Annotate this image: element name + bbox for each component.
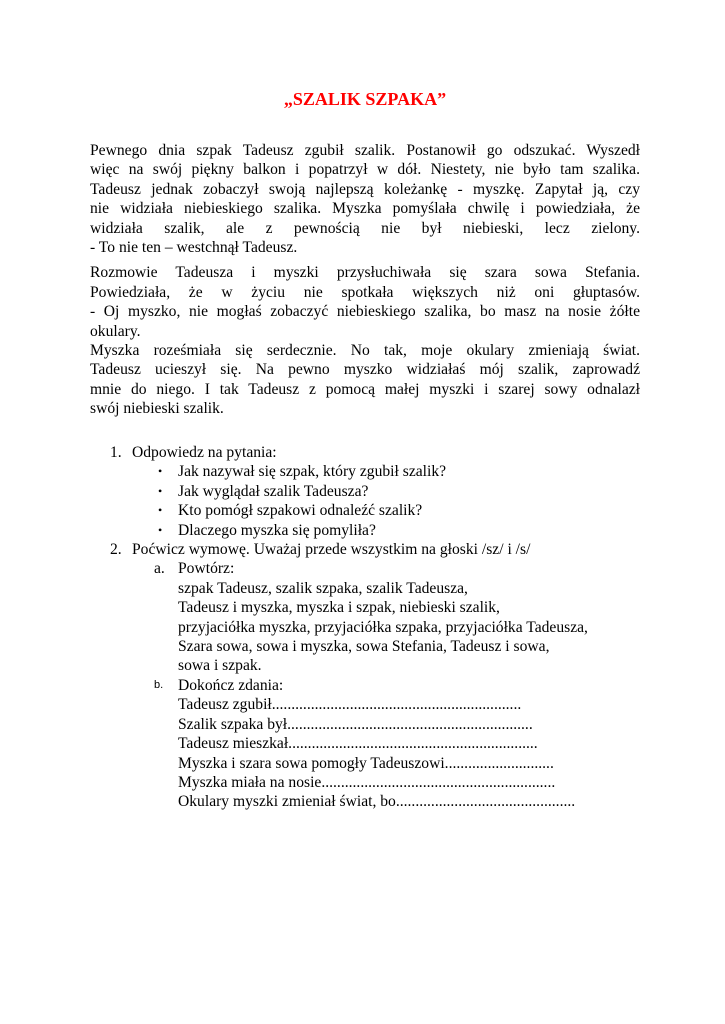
subexercise-heading: Powtórz: <box>178 560 235 578</box>
text-line: nie widziała niebieskiego szalika. Myszka pomyślała chwilę i powiedziała, że <box>90 200 640 218</box>
subexercise-heading: Dokończ zdania: <box>178 676 284 694</box>
page-title: „SZALIK SZPAKA” <box>283 89 447 109</box>
question-text: Dlaczego myszka się pomyliła? <box>178 521 376 539</box>
text-line: Tadeusz ucieszył się. Na pewno myszko widziałaś mój szalik, zaprowadź <box>90 361 640 379</box>
subexercise-letter: b. <box>154 678 164 691</box>
exercise-list <box>90 443 640 812</box>
sentence-to-complete: Myszka miała na nosie............................................................ <box>178 773 556 791</box>
text-line: widziała szalik, ale z pewnością nie był niebieski, lecz zielony. <box>90 219 640 237</box>
exercise-2 <box>90 540 640 559</box>
text-line: mnie do niego. I tak Tadeusz z pomocą małej myszki i szarej sowy odnalazł <box>90 380 640 398</box>
repeat-line: Szara sowa, sowa i myszka, sowa Stefania, Tadeusz i sowa, <box>178 638 550 656</box>
subexercise-b <box>90 676 640 812</box>
text-line: swój niebieski szalik. <box>90 400 224 418</box>
list-item <box>90 482 640 501</box>
list-item <box>90 462 640 481</box>
list-item <box>90 501 640 520</box>
list-item <box>90 521 640 540</box>
question-text: Jak wyglądał szalik Tadeusza? <box>178 482 369 500</box>
repeat-line: szpak Tadeusz, szalik szpaka, szalik Tadeusza, <box>178 579 468 597</box>
story-text <box>90 141 640 419</box>
sentence-to-complete: Szalik szpaka był............................................................... <box>178 715 533 733</box>
exercise-instruction: Odpowiedz na pytania: <box>132 444 277 461</box>
text-line: - Oj myszko, nie mogłaś zobaczyć niebieskiego szalika, bo masz na nosie żółte <box>90 303 640 321</box>
question-list <box>90 462 640 540</box>
bullet-icon: • <box>158 522 163 537</box>
text-line: Rozmowie Tadeusza i myszki przysłuchiwała się szara sowa Stefania. <box>90 264 640 282</box>
exercise-number: 2. <box>110 541 122 559</box>
text-line: Powiedziała, że w życiu nie spotkała większych niż oni głuptasów. <box>90 283 640 301</box>
sentence-to-complete: Tadeusz zgubił................................................................ <box>178 696 522 714</box>
text-line: okulary. <box>90 322 141 340</box>
text-line: Myszka roześmiała się serdecznie. No tak, moje okulary zmieniają świat. <box>90 342 640 360</box>
text-line: Pewnego dnia szpak Tadeusz zgubił szalik. Postanowił go odszukać. Wyszedł <box>90 142 640 159</box>
sentence-to-complete: Myszka i szara sowa pomogły Tadeuszowi............................ <box>178 754 554 772</box>
bullet-icon: • <box>158 503 163 518</box>
exercise-instruction: Poćwicz wymowę. Uważaj przede wszystkim na głoski /sz/ i /s/ <box>132 541 531 559</box>
subexercise-a <box>90 559 640 675</box>
text-line: więc na swój piękny balkon i popatrzył w dół. Niestety, nie było tam szalika. <box>90 161 640 179</box>
question-text: Jak nazywał się szpak, który zgubił szalik? <box>178 463 447 481</box>
text-line: Tadeusz jednak zobaczył swoją najlepszą koleżankę - myszkę. Zapytał ją, czy <box>90 180 640 198</box>
sentence-to-complete: Okulary myszki zmieniał świat, bo.............................................. <box>178 793 576 811</box>
exercise-1 <box>90 443 640 462</box>
repeat-line: sowa i szpak. <box>178 657 262 675</box>
repeat-line: przyjaciółka myszka, przyjaciółka szpaka, przyjaciółka Tadeusza, <box>178 618 588 636</box>
exercise-number: 1. <box>110 444 122 461</box>
subexercise-letter: a. <box>154 560 165 578</box>
story-paragraph-2 <box>90 263 640 418</box>
repeat-line: Tadeusz i myszka, myszka i szpak, niebieski szalik, <box>178 599 500 617</box>
text-line: - To nie ten – westchnął Tadeusz. <box>90 239 298 257</box>
bullet-icon: • <box>158 464 163 479</box>
bullet-icon: • <box>158 483 163 498</box>
story-paragraph-1 <box>90 141 640 257</box>
sentence-to-complete: Tadeusz mieszkał................................................................ <box>178 735 538 753</box>
question-text: Kto pomógł szpakowi odnaleźć szalik? <box>178 502 423 520</box>
